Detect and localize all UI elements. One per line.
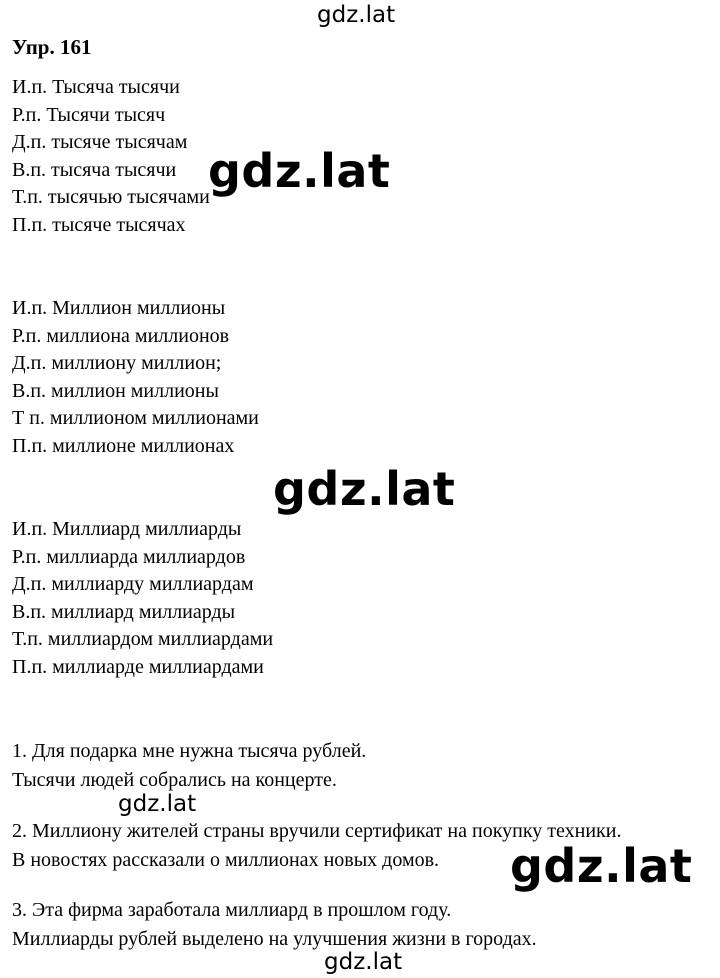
declension-line: Р.п. Тысячи тысяч xyxy=(12,103,166,126)
declension-line: Д.п. миллиону миллион; xyxy=(12,352,222,374)
declension-line: П.п. тысяче тысячах xyxy=(12,213,186,236)
example-sentence: 1. Для подарка мне нужна тысяча рублей. xyxy=(12,740,367,762)
watermark: gdz.lat xyxy=(208,144,391,198)
declension-line: И.п. Тысяча тысячи xyxy=(12,76,180,98)
exercise-heading: Упр. 161 xyxy=(12,35,92,59)
declension-block-million xyxy=(12,295,259,460)
example-sentence: 2. Миллиону жителей страны вручили сертификат на покупку техники. xyxy=(12,820,622,842)
declension-line: В.п. миллион миллионы xyxy=(12,379,219,402)
example-sentence: Тысячи людей собрались на концерте. xyxy=(12,768,337,791)
declension-line: Д.п. миллиарду миллиардам xyxy=(12,573,254,595)
declension-line: Р.п. миллиарда миллиардов xyxy=(12,545,246,568)
declension-line: И.п. Миллион миллионы xyxy=(12,297,226,319)
declension-line: И.п. Миллиард миллиарды xyxy=(12,518,242,540)
example-sentence: 3. Эта фирма заработала миллиард в прошлом году. xyxy=(12,899,452,921)
declension-line: П.п. миллиарде миллиардами xyxy=(12,655,264,678)
watermark: gdz.lat xyxy=(317,2,396,28)
example-sentence: Миллиарды рублей выделено на улучшения жизни в городах. xyxy=(12,927,537,950)
watermark: gdz.lat xyxy=(324,949,403,975)
declension-line: Д.п. тысяче тысячам xyxy=(12,131,188,153)
declension-block-thousand xyxy=(12,74,210,239)
declension-block-billion xyxy=(12,516,273,681)
watermark: gdz.lat xyxy=(118,791,197,817)
declension-line: Р.п. миллиона миллионов xyxy=(12,324,230,347)
declension-line: В.п. миллиард миллиарды xyxy=(12,600,236,623)
declension-line: В.п. тысяча тысячи xyxy=(12,158,177,181)
declension-line: Т.п. миллиардом миллиардами xyxy=(12,628,274,650)
declension-line: П.п. миллионе миллионах xyxy=(12,434,235,457)
declension-line: Т.п. тысячью тысячами xyxy=(12,186,210,208)
declension-line: Т п. миллионом миллионами xyxy=(12,407,259,429)
example-sentence: В новостях рассказали о миллионах новых домов. xyxy=(12,848,440,871)
watermark: gdz.lat xyxy=(510,839,693,893)
watermark: gdz.lat xyxy=(273,462,456,516)
